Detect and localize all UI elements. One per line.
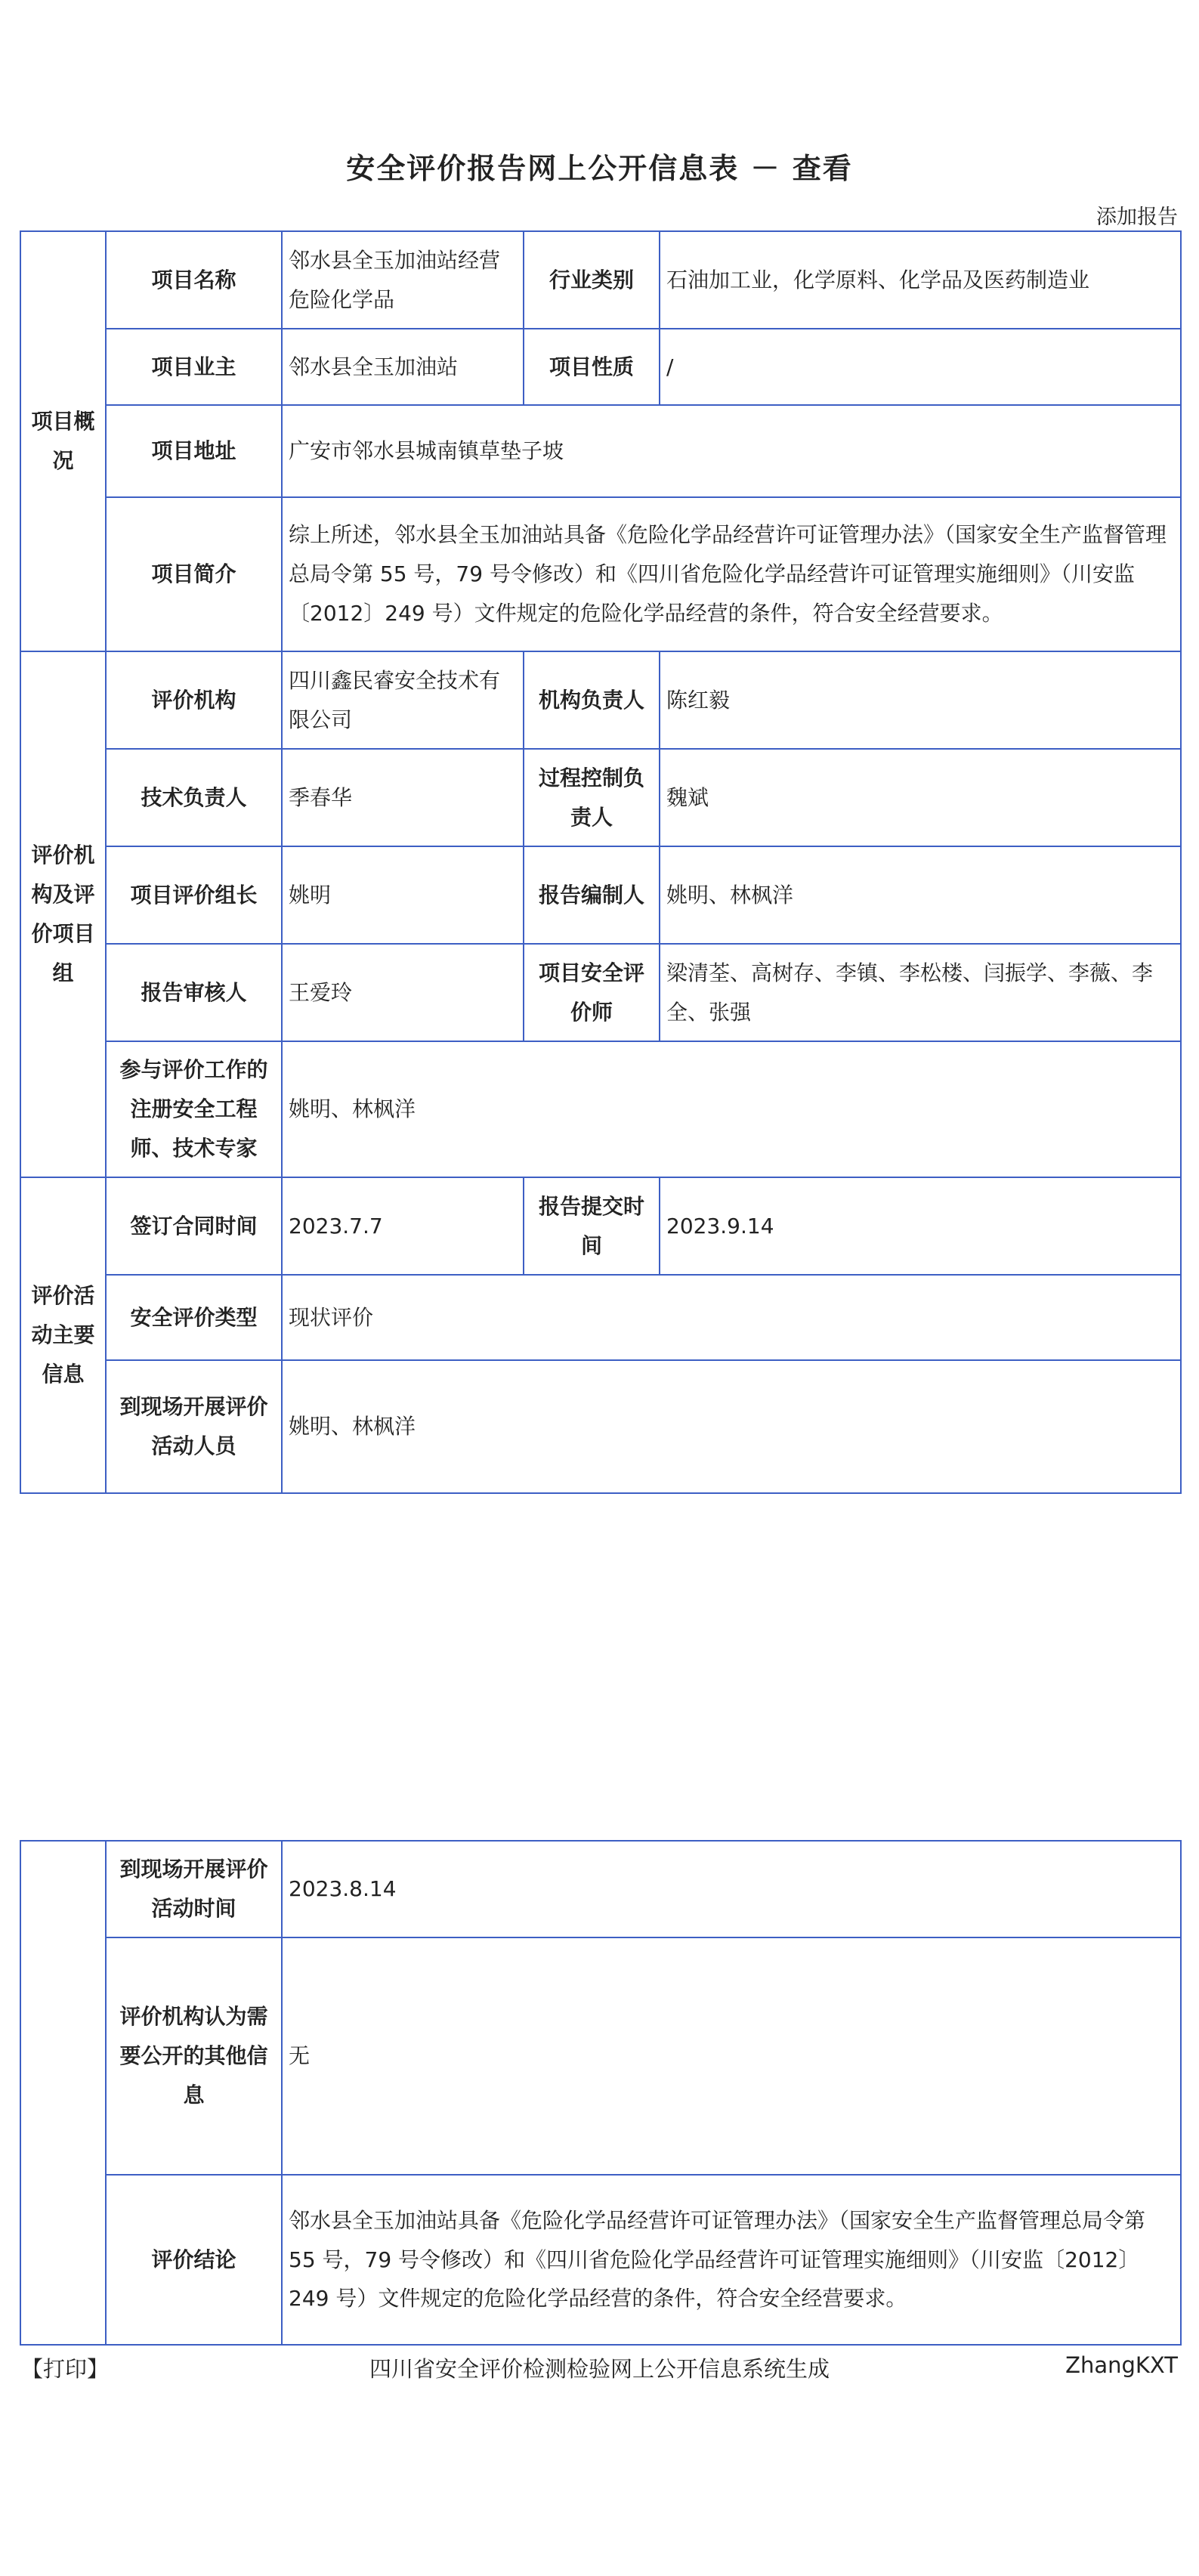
info-table-continued <box>20 1840 1182 2346</box>
report-reviewer-label: 报告审核人 <box>106 944 282 1041</box>
report-compiler-label: 报告编制人 <box>524 846 660 944</box>
info-table-main <box>20 230 1182 1494</box>
site-time-label: 到现场开展评价活动时间 <box>106 1841 282 1937</box>
submit-date-label: 报告提交时间 <box>524 1177 660 1275</box>
project-name-label: 项目名称 <box>106 231 282 329</box>
project-summary-label: 项目简介 <box>106 497 282 651</box>
contract-date-label: 签订合同时间 <box>106 1177 282 1275</box>
project-name-value: 邻水县全玉加油站经营危险化学品 <box>282 231 524 329</box>
safety-evaluator-value: 梁清荃、高树存、李镇、李松楼、闫振学、李薇、李全、张强 <box>660 944 1181 1041</box>
project-summary-value: 综上所述，邻水县全玉加油站具备《危险化学品经营许可证管理办法》（国家安全生产监督管理总局令第 55 号，79 号令修改）和《四川省危险化学品经营许可证管理实施细则》（川安监〔2012〕249 号）文件规定的危险化学品经营的条件，符合安全经营要求。 <box>282 497 1181 651</box>
org-head-label: 机构负责人 <box>524 651 660 749</box>
project-address-value: 广安市邻水县城南镇草垫子坡 <box>282 405 1181 497</box>
report-compiler-value: 姚明、林枫洋 <box>660 846 1181 944</box>
contract-date-value: 2023.7.7 <box>282 1177 524 1275</box>
site-people-value: 姚明、林枫洋 <box>282 1360 1181 1493</box>
submit-date-value: 2023.9.14 <box>660 1177 1181 1275</box>
evaluation-org-label: 评价机构 <box>106 651 282 749</box>
org-head-value: 陈红毅 <box>660 651 1181 749</box>
site-people-label: 到现场开展评价活动人员 <box>106 1360 282 1493</box>
process-control-value: 魏斌 <box>660 749 1181 846</box>
other-info-label: 评价机构认为需要公开的其他信息 <box>106 1937 282 2175</box>
site-time-value: 2023.8.14 <box>282 1841 1181 1937</box>
add-report-link[interactable]: 添加报告 <box>1096 206 1178 229</box>
section-evaluation-team: 评价机构及评价项目组 <box>20 651 106 1177</box>
project-nature-label: 项目性质 <box>524 329 660 405</box>
team-leader-value: 姚明 <box>282 846 524 944</box>
industry-value: 石油加工业，化学原料、化学品及医药制造业 <box>660 231 1181 329</box>
project-nature-value: / <box>660 329 1181 405</box>
project-address-label: 项目地址 <box>106 405 282 497</box>
process-control-label: 过程控制负责人 <box>524 749 660 846</box>
page-title: 安全评价报告网上公开信息表 － 查看 <box>346 152 853 185</box>
section-activity-info-continued <box>20 1841 106 2345</box>
industry-label: 行业类别 <box>524 231 660 329</box>
generated-by-text: 四川省安全评价检测检验网上公开信息系统生成 <box>369 2356 830 2382</box>
section-project-overview: 项目概况 <box>20 231 106 651</box>
engineers-label: 参与评价工作的注册安全工程师、技术专家 <box>106 1041 282 1177</box>
author-text: ZhangKXT <box>1065 2352 1178 2378</box>
conclusion-value: 邻水县全玉加油站具备《危险化学品经营许可证管理办法》（国家安全生产监督管理总局令第 55 号，79 号令修改）和《四川省危险化学品经营许可证管理实施细则》（川安监〔2012〕249 号）文件规定的危险化学品经营的条件，符合安全经营要求。 <box>282 2175 1181 2345</box>
report-reviewer-value: 王爱玲 <box>282 944 524 1041</box>
evaluation-type-label: 安全评价类型 <box>106 1275 282 1360</box>
evaluation-type-value: 现状评价 <box>282 1275 1181 1360</box>
team-leader-label: 项目评价组长 <box>106 846 282 944</box>
engineers-value: 姚明、林枫洋 <box>282 1041 1181 1177</box>
project-owner-label: 项目业主 <box>106 329 282 405</box>
conclusion-label: 评价结论 <box>106 2175 282 2345</box>
safety-evaluator-label: 项目安全评价师 <box>524 944 660 1041</box>
tech-lead-value: 季春华 <box>282 749 524 846</box>
evaluation-org-value: 四川鑫民睿安全技术有限公司 <box>282 651 524 749</box>
other-info-value: 无 <box>282 1937 1181 2175</box>
tech-lead-label: 技术负责人 <box>106 749 282 846</box>
project-owner-value: 邻水县全玉加油站 <box>282 329 524 405</box>
section-activity-info: 评价活动主要信息 <box>20 1177 106 1493</box>
print-link[interactable]: 【打印】 <box>21 2356 110 2382</box>
